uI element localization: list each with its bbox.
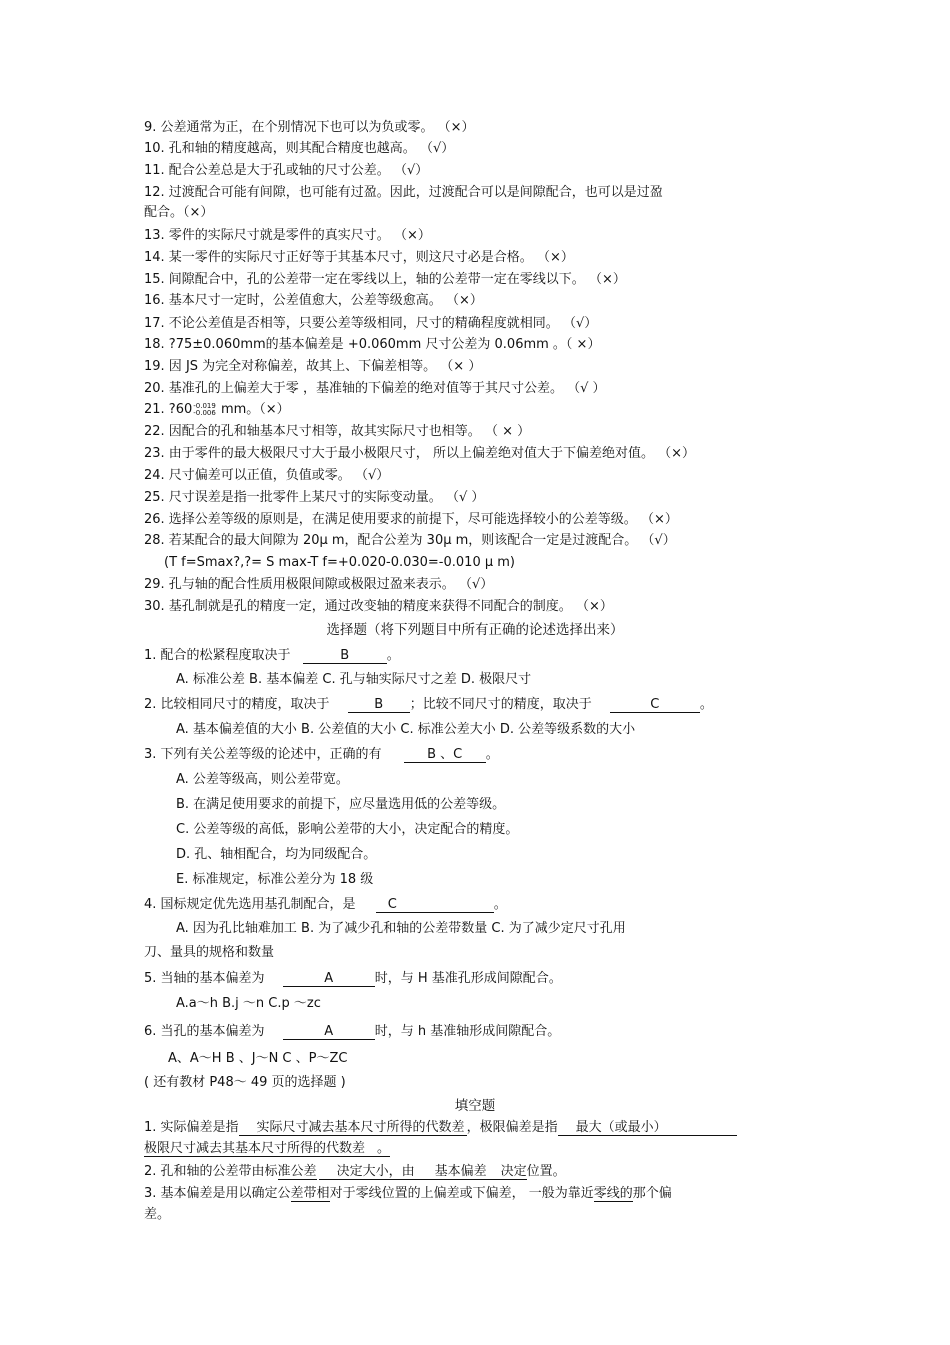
judgment-item-23: 23. 由于零件的最大极限尺寸大于最小极限尺寸， 所以上偏差绝对值大于下偏差绝对值。 （×） (144, 446, 695, 461)
choice-q5: 5. 当轴的基本偏差为 A 时，与 H 基准孔形成间隙配合。 (144, 971, 562, 986)
choice-q3-option-a: A. 公差等级高，则公差带宽。 (176, 772, 349, 787)
judgment-item-10: 10. 孔和轴的精度越高，则其配合精度也越高。 （√） (144, 141, 455, 156)
choice-q1-options: A. 标准公差 B. 基本偏差 C. 孔与轴实际尺寸之差 D. 极限尺寸 (176, 672, 532, 687)
judgment-item-13: 13. 零件的实际尺寸就是零件的真实尺寸。 （×） (144, 228, 431, 243)
judgment-item-17: 17. 不论公差值是否相等，只要公差等级相同，尺寸的精确程度就相同。 （√） (144, 316, 598, 331)
judgment-item-15: 15. 间隙配合中，孔的公差带一定在零线以上，轴的公差带一定在零线以下。 （×） (144, 272, 626, 287)
judgment-item-26: 26. 选择公差等级的原则是，在满足使用要求的前提下，尽可能选择较小的公差等级。 （×） (144, 512, 678, 527)
judgment-item-19: 19. 因 JS 为完全对称偏差，故其上、下偏差相等。 （× ） (144, 359, 482, 374)
choice-q1: 1. 配合的松紧程度取决于 B 。 (144, 648, 400, 663)
judgment-item-20: 20. 基准孔的上偏差大于零 ，基准轴的下偏差的绝对值等于其尺寸公差。 （√ ） (144, 381, 606, 396)
choice-q3-option-c: C. 公差等级的高低，影响公差带的大小，决定配合的精度。 (176, 822, 519, 837)
answer-blank: C (610, 697, 700, 713)
fill-item-3: 3. 基本偏差是用以确定公差带相对于零线位置的上偏差或下偏差， 一般为靠近零线的那个偏 (144, 1186, 672, 1201)
choice-q3: 3. 下列有关公差等级的论述中，正确的有 B 、C 。 (144, 747, 499, 762)
answer-blank: A (283, 1024, 375, 1040)
choice-q4: 4. 国标规定优先选用基孔制配合，是 C 。 (144, 897, 507, 912)
judgment-item-25: 25. 尺寸误差是指一批零件上某尺寸的实际变动量。 （√ ） (144, 490, 485, 505)
answer-blank: B (303, 648, 387, 664)
choice-q6-options: A、A～H B 、J～N C 、P～ZC (168, 1051, 348, 1066)
judgment-item-21: 21. ?60 -0.019 -0.006 mm。（×） (144, 401, 290, 417)
answer-blank: B 、C (404, 747, 486, 763)
judgment-item-24: 24. 尺寸偏差可以正值，负值或零。 （√） (144, 468, 390, 483)
choice-q2: 2. 比较相同尺寸的精度，取决于 B ；比较不同尺寸的精度，取决于 C 。 (144, 697, 713, 712)
choice-q3-option-b: B. 在满足使用要求的前提下，应尽量选用低的公差等级。 (176, 797, 506, 812)
fill-item-2: 2. 孔和轴的公差带由标准公差 决定大小，由 基本偏差 决定位置。 (144, 1164, 566, 1179)
judgment-item-14: 14. 某一零件的实际尺寸正好等于其基本尺寸，则这尺寸必是合格。 （×） (144, 250, 574, 265)
answer-blank: C (376, 897, 494, 913)
judgment-item-16: 16. 基本尺寸一定时，公差值愈大，公差等级愈高。 （×） (144, 293, 483, 308)
choice-q4-options-cont: 刀、量具的规格和数量 (144, 945, 275, 960)
choice-q4-options: A. 因为孔比轴难加工 B. 为了减少孔和轴的公差带数量 C. 为了减少定尺寸孔用 (176, 921, 626, 936)
judgment-item-30: 30. 基孔制就是孔的精度一定，通过改变轴的精度来获得不同配合的制度。 （×） (144, 599, 613, 614)
judgment-item-12: 12. 过渡配合可能有间隙，也可能有过盈。因此，过渡配合可以是间隙配合，也可以是过盈 (144, 185, 663, 200)
fill-item-3-cont: 差。 (144, 1207, 171, 1222)
fill-item-1: 1. 实际偏差是指 实际尺寸减去基本尺寸所得的代数差 ，极限偏差是指 最大（或最小） (144, 1120, 737, 1136)
fill-heading: 填空题 (454, 1098, 496, 1114)
judgment-item-28: 28. 若某配合的最大间隙为 20μ m，配合公差为 30μ m，则该配合一定是过渡配合。 （√） (144, 533, 676, 548)
choice-q2-options: A. 基本偏差值的大小 B. 公差值的大小 C. 标准公差大小 D. 公差等级系数的大小 (176, 722, 636, 737)
judgment-item-28-formula: (T f=Smax?,?= S max-T f=+0.020-0.030=-0.010 μ m) (164, 555, 515, 570)
judgment-item-11: 11. 配合公差总是大于孔或轴的尺寸公差。 （√） (144, 163, 429, 178)
choice-q3-option-e: E. 标准规定，标准公差分为 18 级 (176, 872, 374, 887)
judgment-item-12-cont: 配合。（×） (144, 205, 214, 220)
judgment-item-29: 29. 孔与轴的配合性质用极限间隙或极限过盈来表示。 （√） (144, 577, 494, 592)
judgment-item-18: 18. ?75±0.060mm的基本偏差是 +0.060mm 尺寸公差为 0.06mm 。（ ×） (144, 337, 601, 352)
answer-blank: B (348, 697, 410, 713)
judgment-item-22: 22. 因配合的孔和轴基本尺寸相等，故其实际尺寸也相等。 （ × ） (144, 424, 531, 439)
answer-blank: A (283, 971, 375, 987)
fill-item-1-cont: 极限尺寸减去其基本尺寸所得的代数差 。 (144, 1141, 391, 1156)
choice-q6: 6. 当孔的基本偏差为 A 时，与 h 基准轴形成间隙配合。 (144, 1024, 561, 1039)
choice-q3-option-d: D. 孔、轴相配合，均为同级配合。 (176, 847, 377, 862)
choice-q5-options: A.a～h B.j ～n C.p ～zc (176, 996, 321, 1011)
judgment-item-9: 9. 公差通常为正，在个别情况下也可以为负或零。 （×） (144, 120, 475, 135)
choice-heading: 选择题（将下列题目中所有正确的论述选择出来） (326, 622, 624, 638)
choice-note: ( 还有教材 P48～ 49 页的选择题 ) (144, 1075, 346, 1090)
